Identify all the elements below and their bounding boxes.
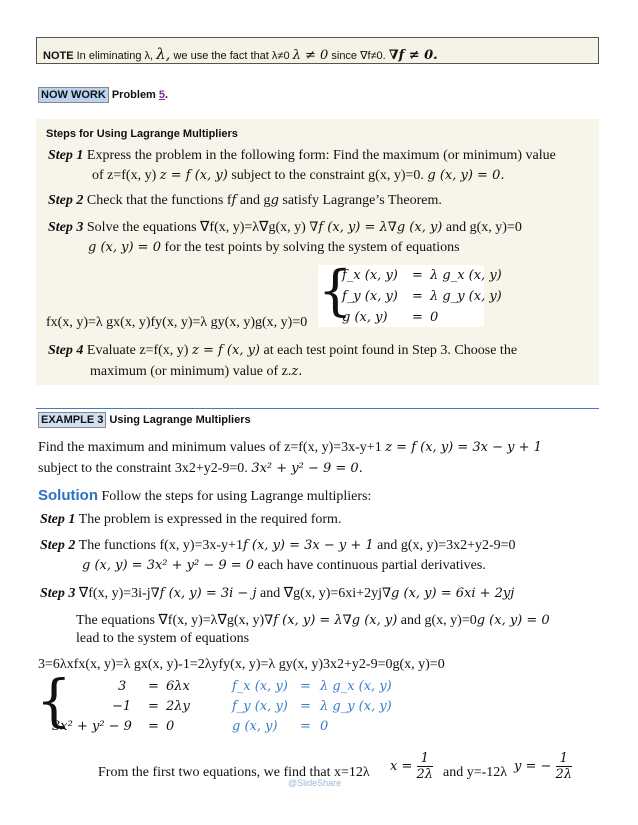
example-title: Using Lagrange Multipliers [109,414,251,426]
s3-label: Step 3 [40,586,76,601]
step4-eq: z = f (x, y) [191,343,261,358]
step3-a: Solve the equations ∇f(x, y)=λ∇g(x, y) [86,220,306,235]
s3-line1 [40,585,514,602]
problem-a: Find the maximum and minimum values of z=f(x, y)=3x-y+1 [38,440,382,455]
note-line [43,45,438,63]
step1-eq2: g (x, y) = 0. [427,168,505,183]
s2-line1 [40,538,516,554]
ex-row-2-c3: λ g_y (x, y) [320,699,392,714]
step1-line2-b: subject to the constraint g(x, y)=0. [231,168,424,183]
s3-eq1: ∇f (x, y) = 3i − j [150,586,257,601]
step4-line1 [48,343,517,359]
sys-row-2-rhs: λ g_y (x, y) [430,289,502,304]
final-x-expr [390,751,433,782]
sys-row-2-eq: = [412,289,423,304]
s3-eq2: ∇g (x, y) = 6xi + 2yj [381,586,515,601]
step3-line1 [48,219,522,236]
note-box [36,37,599,64]
step2-b: and g [239,193,271,208]
step2-a: Check that the functions f [86,193,232,208]
note-text-b: we use the fact that λ≠0 [173,50,290,62]
problem-eq2: 3x² + y² − 9 = 0. [251,461,363,476]
s3-d: and g(x, y)=0 [400,613,477,628]
now-work-text: Problem [111,89,156,101]
s3-line3: lead to the system of equations [76,631,250,646]
sys-row-3-lhs: g (x, y) [342,310,388,325]
final-y-frac [556,751,573,782]
steps-system-inline: fx(x, y)=λ gx(x, y)fy(x, y)=λ gy(x, y)g(x, y)=0 [46,315,308,330]
s2-c: each have continuous partial derivatives. [257,558,486,573]
final-x-frac [417,751,434,782]
ex-row-1-eq: = [148,679,159,694]
step3-line2 [88,240,460,256]
note-label: NOTE [43,50,74,62]
step1-label: Step 1 [48,148,84,163]
final-y-num: 1 [556,751,573,767]
step4-a: Evaluate z=f(x, y) [86,343,189,358]
s3-eq4: g (x, y) = 0 [476,613,550,628]
step2-f-math: f [231,193,237,208]
step2-line [48,193,442,209]
sys-row-1-eq: = [412,268,423,283]
step4-line2-text: maximum (or minimum) value of z. [90,364,292,379]
ex-row-1-c1: f_x (x, y) [232,679,288,694]
now-work-line: NOW WORK Problem 5. [38,89,168,101]
solution-line [38,487,371,505]
ex-row-2-eq: = [148,699,159,714]
ex-row-3-c2: = [300,719,311,734]
ex-row-1-c2: = [300,679,311,694]
watermark: @SlideShare [288,778,342,788]
note-eq1: λ ≠ 0 [292,48,329,63]
solution-label: Solution [38,487,98,504]
step4-eq2: z. [291,364,303,379]
final-y-lhs: y = − [514,759,552,774]
final-x-lhs: x = [390,759,413,774]
final-y-den: 2λ [555,767,573,782]
note-lambda-math: λ, [156,45,171,63]
brace-icon: { [318,259,353,322]
sys-row-2-lhs: f_y (x, y) [342,289,398,304]
note-eq2: ∇f ≠ 0. [388,48,438,63]
problem-eq1: z = f (x, y) = 3x − y + 1 [385,440,542,455]
s1-text: The problem is expressed in the required form. [78,512,342,527]
example-system [36,669,392,738]
final-b: and y=-12λ [443,765,508,780]
step3-eq2: g (x, y) = 0 [88,240,161,255]
step4-label: Step 4 [48,343,84,358]
s2-eq2: g (x, y) = 3x² + y² − 9 = 0 [82,558,255,573]
ex-row-3-lhs: 3x² + y² − 9 [52,719,132,734]
step4-line2 [90,364,302,380]
steps-system [318,259,502,327]
s2-b: and g(x, y)=3x2+y2-9=0 [377,538,516,553]
step1-text: Express the problem in the following form: Find the maximum (or minimum) value [86,148,556,163]
section-divider [36,408,599,409]
ex-row-3-c1: g (x, y) [232,719,278,734]
ex-row-2-lhs: −1 [112,699,132,714]
example-problem-line2 [38,461,363,477]
final-y-expr [514,751,572,782]
step3-b: and g(x, y)=0 [445,220,522,235]
now-work-tag: NOW WORK [38,87,109,103]
ex-row-2-c2: = [300,699,311,714]
example-system-inline: 3=6λxfx(x, y)=λ gx(x, y)-1=2λyfy(x, y)=λ gy(x, y)3x2+y2-9=0g(x, y)=0 [38,657,445,672]
s1-line [40,512,341,528]
note-text-c: since ∇f≠0. [331,50,386,62]
step2-g-math: g [270,193,279,208]
step1-line2-a: of z=f(x, y) [92,168,157,183]
ex-row-3-c3: 0 [320,719,329,734]
ex-row-1-lhs: 3 [118,679,127,694]
step4-b: at each test point found in Step 3. Choose the [263,343,518,358]
sys-row-1-lhs: f_x (x, y) [342,268,398,283]
step3-c: for the test points by solving the system of equations [164,240,460,255]
sys-row-3-eq: = [412,310,423,325]
s2-eq1: f (x, y) = 3x − y + 1 [242,538,374,553]
final-x-num: 1 [417,751,434,767]
example-heading [38,414,251,426]
s2-label: Step 2 [40,538,76,553]
sys-row-3-rhs: 0 [430,310,439,325]
ex-row-2-rhs: 2λy [166,699,190,714]
step3-label: Step 3 [48,220,84,235]
steps-title: Steps for Using Lagrange Multipliers [46,128,238,140]
step2-label: Step 2 [48,193,84,208]
final-a: From the first two equations, we find that x=12λ [98,765,370,780]
s3-line2 [76,612,550,629]
s3-a: ∇f(x, y)=3i-j [78,586,151,601]
step1-eq1: z = f (x, y) [159,168,228,183]
final-x-den: 2λ [416,767,434,782]
ex-row-3-rhs: 0 [166,719,175,734]
example-tag: EXAMPLE 3 [38,412,106,428]
note-text-a: In eliminating λ, [76,50,154,62]
sys-row-1-rhs: λ g_x (x, y) [430,268,502,283]
problem-b: subject to the constraint 3x2+y2-9=0. [38,461,248,476]
ex-row-2-c1: f_y (x, y) [232,699,288,714]
step1-line2 [92,168,505,184]
ex-row-1-c3: λ g_x (x, y) [320,679,392,694]
example-brace-icon: { [36,669,72,734]
s3-c: The equations ∇f(x, y)=λ∇g(x, y) [76,613,265,628]
example-problem-line1 [38,440,542,456]
s3-b: and ∇g(x, y)=6xi+2yj [259,586,382,601]
s2-a: The functions f(x, y)=3x-y+1 [78,538,243,553]
ex-row-3-eq: = [148,719,159,734]
ex-row-1-rhs: 6λx [166,679,190,694]
problem-link[interactable]: 5 [158,89,166,101]
step2-c: satisfy Lagrange’s Theorem. [282,193,442,208]
solution-text: Follow the steps for using Lagrange multipliers: [101,489,372,504]
step1-line1 [48,148,556,164]
s2-line2 [82,558,486,574]
s3-eq3: ∇f (x, y) = λ∇g (x, y) [264,613,398,628]
step3-eq1: ∇f (x, y) = λ∇g (x, y) [309,220,443,235]
s1-label: Step 1 [40,512,76,527]
